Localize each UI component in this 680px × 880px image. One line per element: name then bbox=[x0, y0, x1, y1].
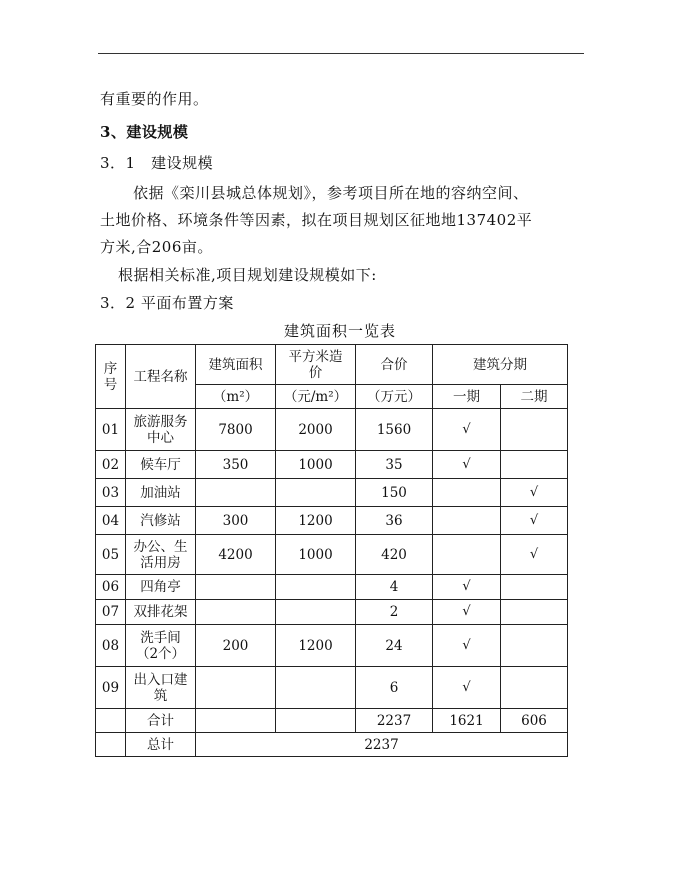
cell-phase2: √ bbox=[501, 479, 568, 507]
unit-area: （m²） bbox=[196, 385, 276, 409]
cell-area: 300 bbox=[196, 507, 276, 535]
header-phase: 建筑分期 bbox=[433, 345, 568, 385]
table-caption: 建筑面积一览表 bbox=[283, 322, 396, 340]
subsection-heading-3-2: 3．2 平面布置方案 bbox=[100, 294, 234, 312]
cell-total: 2 bbox=[356, 600, 433, 625]
unit-total: （万元） bbox=[356, 385, 433, 409]
header-seq: 序号 bbox=[96, 345, 126, 409]
cell-area: 200 bbox=[196, 625, 276, 667]
cell-total: 36 bbox=[356, 507, 433, 535]
cell-price: 1000 bbox=[276, 535, 356, 575]
subtotal-phase1: 1621 bbox=[433, 709, 501, 733]
table-row bbox=[96, 451, 568, 479]
cell-name: 出入口建筑 bbox=[126, 667, 196, 709]
subtotal-phase2: 606 bbox=[501, 709, 568, 733]
cell-phase1 bbox=[433, 535, 501, 575]
cell-area bbox=[196, 600, 276, 625]
grand-total-value: 2237 bbox=[196, 733, 568, 757]
para-continuation: 有重要的作用。 bbox=[100, 90, 209, 108]
cell-name: 汽修站 bbox=[126, 507, 196, 535]
cell-phase1: √ bbox=[433, 575, 501, 600]
table-row bbox=[96, 625, 568, 667]
table-row bbox=[96, 507, 568, 535]
subtotal-total: 2237 bbox=[356, 709, 433, 733]
cell-total: 4 bbox=[356, 575, 433, 600]
subsection-heading-3-1: 3．1 建设规模 bbox=[100, 154, 214, 172]
cell-phase1 bbox=[433, 479, 501, 507]
cell-seq: 02 bbox=[96, 451, 126, 479]
para-line-2: 土地价格、环境条件等因素，拟在项目规划区征地地137402平 bbox=[100, 211, 533, 229]
cell-phase1 bbox=[433, 507, 501, 535]
cell-phase1: √ bbox=[433, 600, 501, 625]
cell-phase2 bbox=[501, 600, 568, 625]
cell-phase2 bbox=[501, 409, 568, 451]
building-area-table bbox=[95, 344, 568, 757]
header-phase2: 二期 bbox=[501, 385, 568, 409]
cell-total: 6 bbox=[356, 667, 433, 709]
cell-total: 1560 bbox=[356, 409, 433, 451]
section-heading-3: 3、建设规模 bbox=[100, 123, 189, 141]
subtotal-label: 合计 bbox=[126, 709, 196, 733]
cell-price bbox=[276, 575, 356, 600]
header-phase1: 一期 bbox=[433, 385, 501, 409]
cell-total: 150 bbox=[356, 479, 433, 507]
cell-price bbox=[276, 479, 356, 507]
cell-name: 旅游服务中心 bbox=[126, 409, 196, 451]
cell-seq: 07 bbox=[96, 600, 126, 625]
cell-seq: 01 bbox=[96, 409, 126, 451]
cell-phase1: √ bbox=[433, 409, 501, 451]
cell-phase2 bbox=[501, 667, 568, 709]
cell-seq: 08 bbox=[96, 625, 126, 667]
cell-total: 420 bbox=[356, 535, 433, 575]
para-line-4: 根据相关标准,项目规划建设规模如下: bbox=[118, 266, 377, 284]
cell-seq: 05 bbox=[96, 535, 126, 575]
table-row bbox=[96, 600, 568, 625]
cell-phase1: √ bbox=[433, 625, 501, 667]
para-line-3: 方米,合206亩。 bbox=[100, 238, 213, 256]
cell-price: 1200 bbox=[276, 625, 356, 667]
cell-area bbox=[196, 667, 276, 709]
grand-total-row bbox=[96, 733, 568, 757]
cell-phase2 bbox=[501, 451, 568, 479]
cell-price: 1000 bbox=[276, 451, 356, 479]
cell-phase2: √ bbox=[501, 535, 568, 575]
cell-phase2 bbox=[501, 625, 568, 667]
cell-name: 加油站 bbox=[126, 479, 196, 507]
header-rule bbox=[98, 53, 584, 54]
header-name: 工程名称 bbox=[126, 345, 196, 409]
cell-phase1: √ bbox=[433, 451, 501, 479]
cell-total: 24 bbox=[356, 625, 433, 667]
header-total: 合价 bbox=[356, 345, 433, 385]
header-area: 建筑面积 bbox=[196, 345, 276, 385]
cell-area: 7800 bbox=[196, 409, 276, 451]
cell-total: 35 bbox=[356, 451, 433, 479]
table-row bbox=[96, 409, 568, 451]
table-row bbox=[96, 575, 568, 600]
cell-seq: 06 bbox=[96, 575, 126, 600]
cell-seq: 04 bbox=[96, 507, 126, 535]
cell-price: 1200 bbox=[276, 507, 356, 535]
cell-area bbox=[196, 479, 276, 507]
table-row bbox=[96, 479, 568, 507]
table-header-row bbox=[96, 345, 568, 385]
cell-name: 办公、生活用房 bbox=[126, 535, 196, 575]
cell-area bbox=[196, 575, 276, 600]
unit-price: （元/m²） bbox=[276, 385, 356, 409]
cell-phase2 bbox=[501, 575, 568, 600]
cell-area: 4200 bbox=[196, 535, 276, 575]
cell-price: 2000 bbox=[276, 409, 356, 451]
cell-phase1: √ bbox=[433, 667, 501, 709]
cell-phase2: √ bbox=[501, 507, 568, 535]
subtotal-row bbox=[96, 709, 568, 733]
cell-area: 350 bbox=[196, 451, 276, 479]
cell-name: 候车厅 bbox=[126, 451, 196, 479]
cell-seq: 09 bbox=[96, 667, 126, 709]
header-unit-price: 平方米造价 bbox=[276, 345, 356, 385]
cell-price bbox=[276, 667, 356, 709]
cell-name: 四角亭 bbox=[126, 575, 196, 600]
grand-total-label: 总计 bbox=[126, 733, 196, 757]
cell-name: 洗手间（2个） bbox=[126, 625, 196, 667]
cell-price bbox=[276, 600, 356, 625]
cell-seq: 03 bbox=[96, 479, 126, 507]
cell-name: 双排花架 bbox=[126, 600, 196, 625]
table-row bbox=[96, 667, 568, 709]
table-row bbox=[96, 535, 568, 575]
para-line-1: 依据《栾川县城总体规划》，参考项目所在地的容纳空间、 bbox=[133, 184, 529, 202]
